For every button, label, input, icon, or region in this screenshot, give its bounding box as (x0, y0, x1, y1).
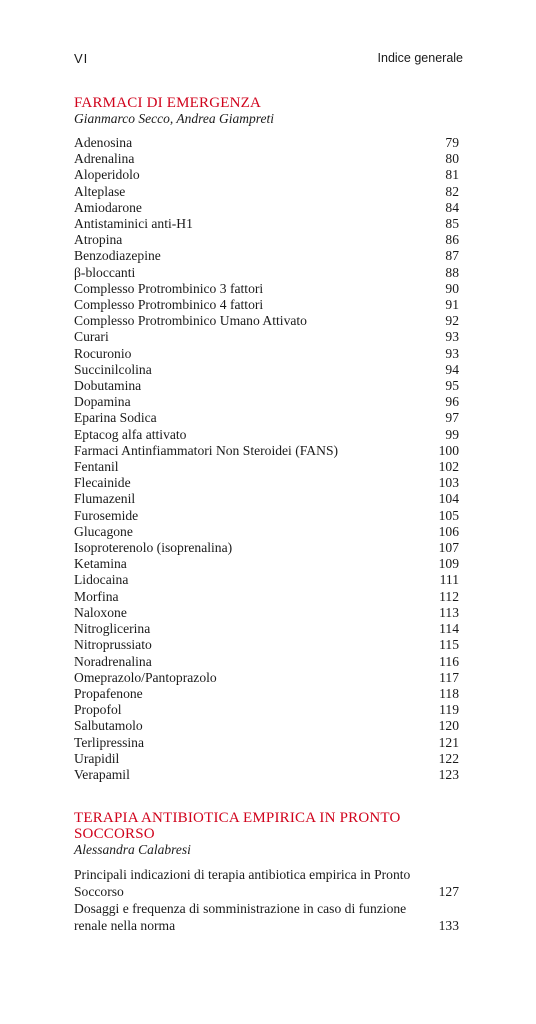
toc-entry[interactable] (74, 410, 459, 426)
toc-entry-title: Benzodiazepine (74, 248, 161, 264)
toc-entry-title: Amiodarone (74, 199, 142, 215)
toc-entry-title: Adrenalina (74, 151, 135, 167)
toc-entry-title: Complesso Protrombinico 3 fattori (74, 280, 264, 296)
toc-entry[interactable] (74, 216, 459, 232)
toc-entry-title: Naloxone (74, 604, 127, 620)
toc-entry-title: Nitroprussiato (74, 637, 152, 653)
toc-entry[interactable] (74, 362, 459, 378)
toc-entry-page-number: 92 (445, 313, 459, 329)
toc-entry-title: Nitroglicerina (74, 621, 151, 637)
toc-entry[interactable] (74, 767, 459, 783)
toc-entry-title: Adenosina (74, 135, 133, 150)
toc-entry[interactable] (74, 900, 459, 934)
toc-entry-page-number: 115 (439, 637, 459, 653)
toc-entry-title: Rocuronio (74, 345, 132, 361)
toc-entry-page-number: 100 (438, 442, 459, 458)
toc-entry-title: Propafenone (74, 685, 143, 701)
toc-entry-list (74, 866, 459, 934)
toc-entry-page-number: 114 (439, 621, 459, 637)
toc-entry-page-number: 102 (438, 459, 459, 475)
toc-entry[interactable] (74, 589, 459, 605)
toc-entry-list (74, 135, 459, 783)
toc-entry-title: Propofol (74, 702, 122, 718)
toc-entry-title: β-bloccanti (74, 264, 136, 280)
toc-entry[interactable] (74, 427, 459, 443)
toc-entry-title: Complesso Protrombinico 4 fattori (74, 297, 264, 313)
toc-entry[interactable] (74, 394, 459, 410)
toc-entry-title: Eparina Sodica (74, 410, 157, 426)
toc-entry-page-number: 107 (438, 540, 459, 556)
toc-entry-page-number: 87 (445, 248, 459, 264)
toc-entry[interactable] (74, 621, 459, 637)
toc-entry[interactable] (74, 866, 459, 900)
toc-entry-title: Morfina (74, 588, 119, 604)
toc-entry-page-number: 84 (445, 199, 459, 215)
toc-entry-page-number: 95 (445, 378, 459, 394)
toc-entry-page-number: 122 (438, 750, 459, 766)
toc-entry-page-number: 119 (439, 702, 459, 718)
toc-entry-title: Urapidil (74, 750, 120, 766)
toc-entry[interactable] (74, 313, 459, 329)
toc-entry[interactable] (74, 540, 459, 556)
toc-entry-page-number: 91 (445, 297, 459, 313)
toc-entry-title: Fentanil (74, 459, 119, 475)
toc-entry-page-number: 103 (438, 475, 459, 491)
toc-entry-page-number: 113 (439, 604, 459, 620)
toc-entry-page-number: 117 (439, 669, 459, 685)
toc-entry[interactable] (74, 281, 459, 297)
toc-entry[interactable] (74, 524, 459, 540)
toc-entry[interactable] (74, 329, 459, 345)
toc-entry-title: Glucagone (74, 523, 133, 539)
toc-entry[interactable] (74, 491, 459, 507)
toc-entry-page-number: 96 (445, 394, 459, 410)
toc-entry[interactable] (74, 167, 459, 183)
toc-entry-title: Dopamina (74, 394, 131, 410)
toc-entry-title: Alteplase (74, 183, 126, 199)
toc-entry-title: Verapamil (74, 766, 130, 782)
toc-entry-title: Lidocaina (74, 572, 129, 588)
toc-entry-page-number: 109 (438, 556, 459, 572)
toc-entry[interactable] (74, 184, 459, 200)
toc-entry-title: Flumazenil (74, 491, 136, 507)
toc-entry-page-number: 123 (438, 766, 459, 782)
toc-entry[interactable] (74, 248, 459, 264)
toc-entry-title: Isoproterenolo (isoprenalina) (74, 540, 233, 556)
section-authors: Alessandra Calabresi (74, 842, 191, 857)
toc-entry[interactable] (74, 508, 459, 524)
toc-entry-title: Dosaggi e frequenza di somministrazione in caso di funzione renale nella norma (74, 901, 407, 933)
toc-entry[interactable] (74, 637, 459, 653)
toc-entry-page-number: 104 (438, 491, 459, 507)
toc-entry[interactable] (74, 751, 459, 767)
toc-entry-page-number: 111 (439, 572, 459, 588)
toc-entry-title: Antistaminici anti-H1 (74, 216, 193, 232)
toc-entry-title: Ketamina (74, 556, 127, 572)
toc-entry[interactable] (74, 475, 459, 491)
toc-entry-page-number: 79 (445, 135, 459, 150)
toc-entry-page-number: 90 (445, 280, 459, 296)
toc-entry-page-number: 127 (438, 884, 459, 899)
toc-entry[interactable] (74, 346, 459, 362)
toc-entry-page-number: 133 (438, 918, 459, 933)
toc-entry-title: Terlipressina (74, 734, 145, 750)
toc-entry-page-number: 85 (445, 216, 459, 232)
section-title: FARMACI DI EMERGENZA (74, 95, 262, 111)
toc-entry[interactable] (74, 654, 459, 670)
toc-entry-page-number: 93 (445, 345, 459, 361)
toc-entry[interactable] (74, 605, 459, 621)
running-head: Indice generale (377, 51, 463, 65)
toc-section-farmaci-di-emergenza (74, 95, 459, 783)
toc-entry-page-number: 81 (445, 167, 459, 183)
toc-entry-page-number: 116 (439, 653, 459, 669)
toc-entry-page-number: 80 (445, 151, 459, 167)
toc-entry-page-number: 121 (438, 734, 459, 750)
section-title: TERAPIA ANTIBIOTICA EMPIRICA IN PRONTO SOCCORSO (74, 810, 401, 842)
toc-section-terapia-antibiotica (74, 810, 459, 934)
toc-entry-title: Noradrenalina (74, 653, 152, 669)
toc-entry-page-number: 112 (439, 588, 459, 604)
toc-entry-title: Farmaci Antinfiammatori Non Steroidei (FANS) (74, 442, 339, 458)
toc-entry[interactable] (74, 151, 459, 167)
page-number: VI (74, 51, 89, 66)
toc-entry-title: Flecainide (74, 475, 131, 491)
toc-entry[interactable] (74, 572, 459, 588)
toc-entry-page-number: 99 (445, 426, 459, 442)
toc-entry-page-number: 93 (445, 329, 459, 345)
toc-entry[interactable] (74, 556, 459, 572)
toc-entry-title: Complesso Protrombinico Umano Attivato (74, 313, 307, 329)
toc-entry-title: Aloperidolo (74, 167, 140, 183)
toc-entry[interactable] (74, 265, 459, 281)
toc-entry-page-number: 118 (439, 685, 459, 701)
toc-entry[interactable] (74, 702, 459, 718)
toc-entry[interactable] (74, 670, 459, 686)
toc-entry-page-number: 97 (445, 410, 459, 426)
toc-entry[interactable] (74, 135, 459, 151)
toc-entry-title: Atropina (74, 232, 123, 248)
toc-entry[interactable] (74, 232, 459, 248)
toc-entry[interactable] (74, 735, 459, 751)
toc-entry[interactable] (74, 686, 459, 702)
toc-entry-page-number: 120 (438, 718, 459, 734)
toc-entry[interactable] (74, 718, 459, 734)
toc-entry-page-number: 86 (445, 232, 459, 248)
toc-entry-title: Omeprazolo/Pantoprazolo (74, 669, 217, 685)
toc-entry[interactable] (74, 378, 459, 394)
toc-entry-title: Eptacog alfa attivato (74, 426, 187, 442)
toc-entry[interactable] (74, 459, 459, 475)
toc-entry-title: Furosemide (74, 507, 139, 523)
toc-entry-page-number: 105 (438, 507, 459, 523)
toc-entry-title: Dobutamina (74, 378, 142, 394)
toc-entry-title: Succinilcolina (74, 361, 152, 377)
toc-entry-title: Curari (74, 329, 109, 345)
toc-entry-title: Principali indicazioni di terapia antibiotica empirica in Pronto Soccorso (74, 867, 411, 899)
section-authors: Gianmarco Secco, Andrea Giampreti (74, 111, 274, 126)
toc-entry-page-number: 106 (438, 523, 459, 539)
toc-entry-page-number: 82 (445, 183, 459, 199)
toc-entry-title: Salbutamolo (74, 718, 143, 734)
toc-entry-page-number: 94 (445, 361, 459, 377)
toc-entry[interactable] (74, 443, 459, 459)
toc-entry[interactable] (74, 200, 459, 216)
toc-entry[interactable] (74, 297, 459, 313)
toc-entry-page-number: 88 (445, 264, 459, 280)
